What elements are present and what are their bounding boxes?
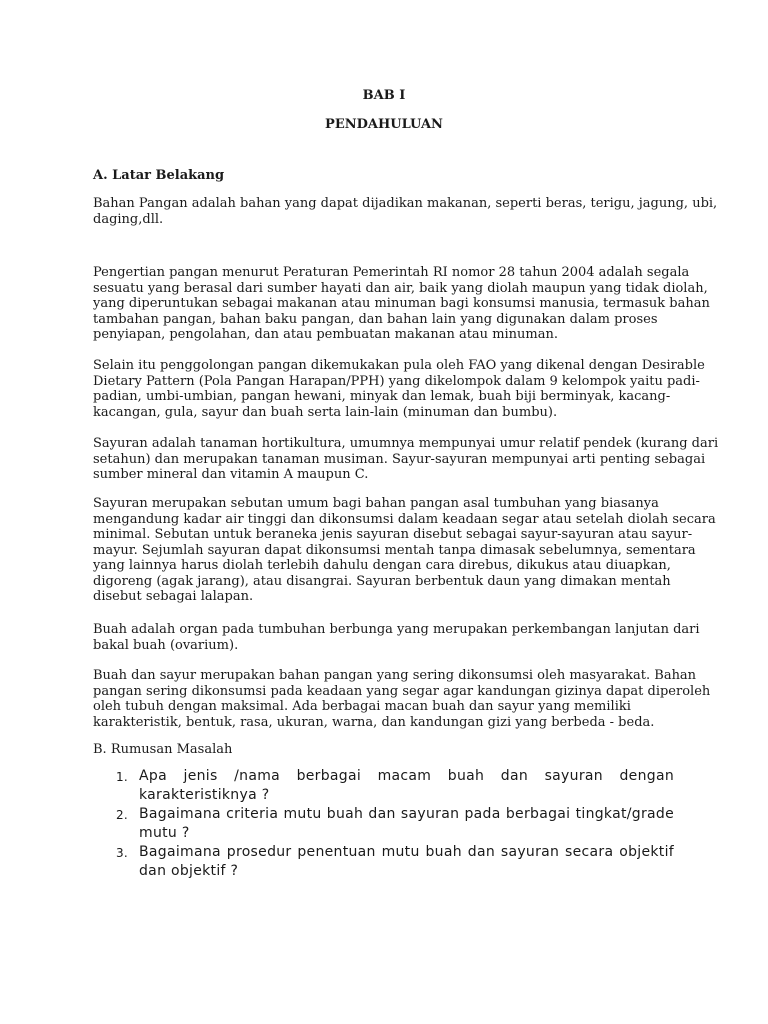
paragraph-line: Buah adalah organ pada tumbuhan berbunga yang merupakan perkembangan lanjutan dari bbox=[93, 622, 700, 637]
chapter-number: BAB I bbox=[362, 88, 406, 103]
paragraph-line: tambahan pangan, bahan baku pangan, dan bahan lain yang digunakan dalam proses bbox=[93, 311, 658, 327]
paragraph-line: padian, umbi-umbian, pangan hewani, minyak dan lemak, buah biji berminyak, kacang- bbox=[93, 389, 671, 404]
paragraph-line: Sayuran adalah tanaman hortikultura, umumnya mempunyai umur relatif pendek (kurang dari bbox=[93, 436, 719, 451]
paragraph-line: Dietary Pattern (Pola Pangan Harapan/PPH) yang dikelompok dalam 9 kelompok yaitu padi- bbox=[93, 373, 700, 389]
paragraph-line: digoreng (agak jarang), atau disangrai. Sayuran berbentuk daun yang dimakan mentah bbox=[93, 573, 671, 589]
problem-text: Bagaimana prosedur penentuan mutu buah dan sayuran secara objektif dan objektif ? bbox=[139, 844, 674, 879]
paragraph-line: pangan sering dikonsumsi pada keadaan yang segar agar kandungan gizinya dapat diperoleh bbox=[93, 683, 711, 699]
paragraph-7 bbox=[93, 668, 711, 730]
paragraph-line: minimal. Sebutan untuk beraneka jenis sayuran disebut sebagai sayur-sayuran atau sayur- bbox=[93, 527, 693, 542]
paragraph-line: Pengertian pangan menurut Peraturan Pemerintah RI nomor 28 tahun 2004 adalah segala bbox=[93, 265, 690, 280]
section-b-heading: B. Rumusan Masalah bbox=[93, 742, 233, 757]
paragraph-line: Bahan Pangan adalah bahan yang dapat dijadikan makanan, seperti beras, terigu, jagung, ubi, bbox=[93, 196, 718, 211]
problem-item bbox=[116, 805, 674, 843]
paragraph-line: mengandung kadar air tinggi dan dikonsumsi dalam keadaan segar atau setelah diolah secara bbox=[93, 511, 716, 527]
problem-list bbox=[116, 767, 674, 881]
paragraph-line: sesuatu yang berasal dari sumber hayati dan air, baik yang diolah maupun yang tidak diolah, bbox=[93, 280, 708, 296]
paragraph-6 bbox=[93, 622, 700, 653]
chapter-title: PENDAHULUAN bbox=[325, 117, 443, 132]
paragraph-line: Sayuran merupakan sebutan umum bagi bahan pangan asal tumbuhan yang biasanya bbox=[93, 496, 659, 511]
problem-number: 3. bbox=[116, 846, 129, 860]
paragraph-line: Selain itu penggolongan pangan dikemukakan pula oleh FAO yang dikenal dengan Desirable bbox=[93, 358, 705, 373]
section-a-heading: A. Latar Belakang bbox=[93, 168, 225, 183]
paragraph-line: yang lainnya harus diolah terlebih dahulu dengan cara direbus, dikukus atau diuapkan, bbox=[93, 558, 671, 573]
paragraph-5 bbox=[93, 496, 716, 605]
problem-number: 1. bbox=[116, 770, 129, 784]
paragraph-line: sumber mineral dan vitamin A maupun C. bbox=[93, 467, 369, 482]
paragraph-line: karakteristik, bentuk, rasa, ukuran, warna, dan kandungan gizi yang berbeda - beda. bbox=[93, 714, 655, 730]
paragraph-line: bakal buah (ovarium). bbox=[93, 637, 239, 653]
paragraph-line: yang diperuntukan sebagai makanan atau minuman bagi konsumsi manusia, termasuk bahan bbox=[93, 296, 710, 311]
problem-text: Apa jenis /nama berbagai macam buah dan sayuran dengan karakteristiknya ? bbox=[139, 768, 674, 803]
paragraph-line: kacangan, gula, sayur dan buah serta lain-lain (minuman dan bumbu). bbox=[93, 404, 558, 420]
paragraph-line: daging,dll. bbox=[93, 211, 164, 227]
paragraph-line: mayur. Sejumlah sayuran dapat dikonsumsi mentah tanpa dimasak sebelumnya, sementara bbox=[93, 542, 696, 558]
paragraph-line: disebut sebagai lalapan. bbox=[93, 589, 254, 604]
problem-number: 2. bbox=[116, 808, 129, 822]
paragraph-4 bbox=[93, 436, 719, 483]
problem-text: Bagaimana criteria mutu buah dan sayuran pada berbagai tingkat/grade mutu ? bbox=[139, 806, 674, 841]
paragraph-2 bbox=[93, 265, 710, 343]
paragraph-line: setahun) dan merupakan tanaman musiman. Sayur-sayuran mempunyai arti penting sebagai bbox=[93, 451, 706, 467]
paragraph-line: oleh tubuh dengan maksimal. Ada berbagai macan buah dan sayur yang memiliki bbox=[93, 699, 631, 714]
problem-item bbox=[116, 843, 674, 881]
paragraph-1 bbox=[93, 196, 718, 227]
paragraph-line: Buah dan sayur merupakan bahan pangan yang sering dikonsumsi oleh masyarakat. Bahan bbox=[93, 668, 697, 683]
problem-item bbox=[116, 767, 674, 805]
paragraph-3 bbox=[93, 358, 705, 420]
paragraph-line: penyiapan, pengolahan, dan atau pembuatan makanan atau minuman. bbox=[93, 327, 559, 342]
